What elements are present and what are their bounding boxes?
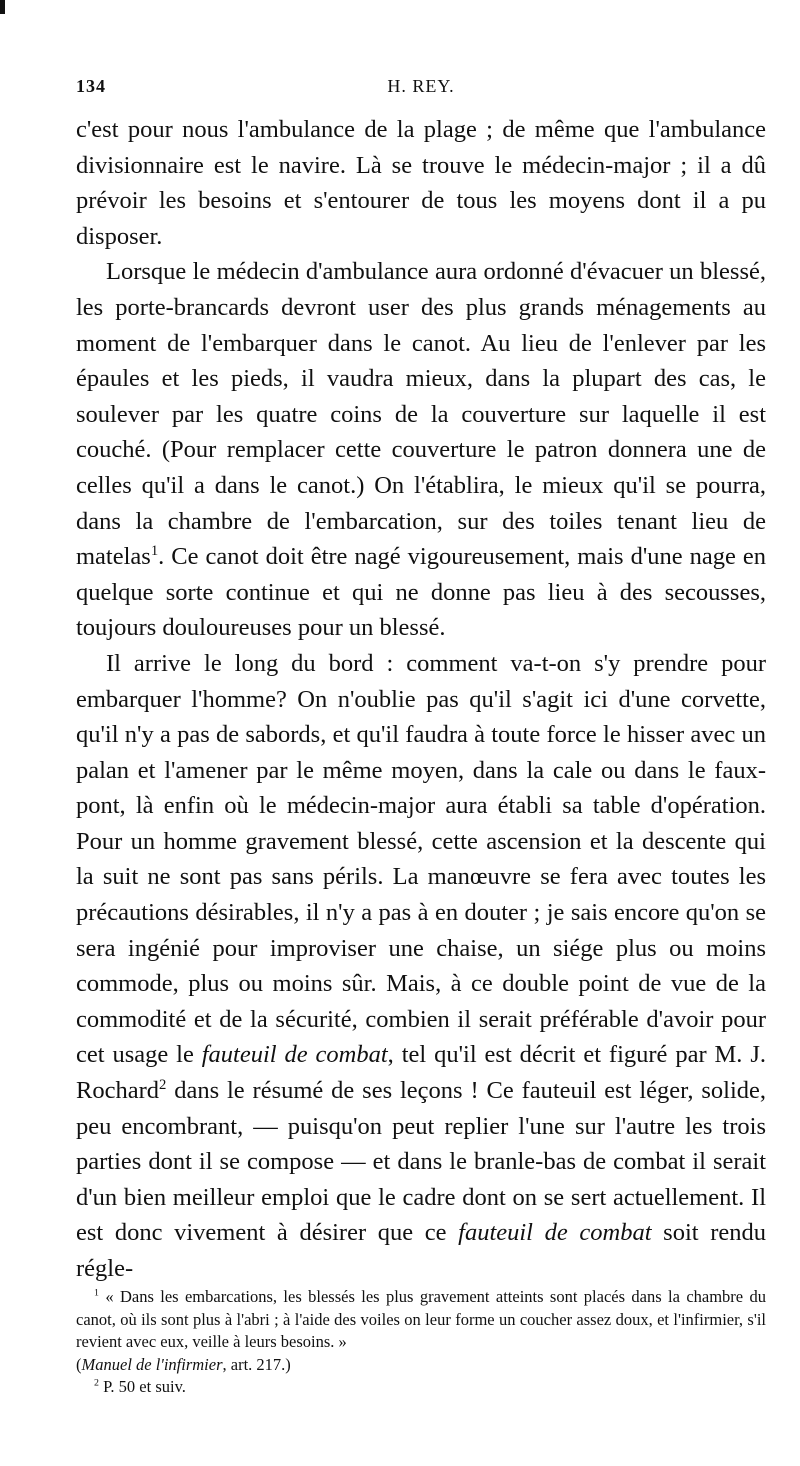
footnote-2 — [76, 1376, 766, 1399]
footnote-1 — [76, 1286, 766, 1354]
paragraph-1: c'est pour nous l'ambulance de la plage ; de même que l'ambulance divisionnaire est le navire. Là se trouve le médecin-major ; il a dû prévoir les besoins et s'entourer de tous les moyens dont il a pu disposer. — [76, 116, 766, 250]
footnote-1-mark: 1 — [94, 1287, 99, 1299]
paragraph-2 — [76, 254, 766, 646]
footnote-1-source — [76, 1354, 766, 1377]
paragraph-3-text-c: dans le résumé de ses leçons ! Ce fauteuil est léger, solide, peu encombrant, — puisqu'on peut replier l'une sur l'autre les trois parties dont il se compose — et dans le branle-bas de combat il serait d'un bien meilleur emploi que le cadre dont on se sert actuellement. Il est donc vivement à désirer que ce — [76, 1077, 766, 1247]
footnote-ref-2[interactable]: 2 — [159, 1076, 167, 1093]
footnote-1-text: « Dans les embarcations, les blessés les plus gravement atteints sont placés dans la chambre du canot, où ils sont plus à l'abri ; à l'aide des voiles on leur forme un coucher assez doux, et l'infirmier, s'il revient avec eux, veille à leurs besoins. » — [76, 1287, 766, 1352]
footnote-1-source-open: ( — [76, 1354, 82, 1374]
footnotes — [76, 1286, 766, 1399]
page-number: 134 — [76, 76, 106, 96]
corner-mark — [0, 0, 5, 14]
footnote-ref-1[interactable]: 1 — [150, 542, 159, 559]
paragraph-3 — [76, 646, 766, 1287]
page-header — [76, 76, 766, 106]
footnote-1-source-title: Manuel de l'infirmier — [81, 1354, 223, 1374]
italic-term-1: fauteuil de combat — [201, 1041, 388, 1069]
footnote-1-source-rest: , art. 217.) — [222, 1354, 291, 1374]
body-text — [76, 112, 766, 1287]
paragraph-2-text-a: Lorsque le médecin d'ambulance aura ordonné d'évacuer un blessé, les porte-brancards devront user des plus grands ménagements au moment de l'embarquer dans le canot. Au lieu de l'enlever par les épaules et les pieds, il vaudra mieux, dans la plupart des cas, le soulever par les quatre coins de la couverture sur laquelle il est couché. (Pour remplacer cette couverture le patron donnera une de celles qu'il a dans le canot.) On l'établira, le mieux qu'il se pourra, dans la chambre de l'embarcation, sur des toiles tenant lieu de matelas — [76, 258, 766, 571]
paragraph-3-text-a: Il arrive le long du bord : comment va-t-on s'y prendre pour embarquer l'homme? On n'oublie pas qu'il s'agit ici d'une corvette, qu'il n'y a pas de sabords, et qu'il faudra à toute force le hisser avec un palan et l'amener par le même moyen, dans la cale ou dans le faux-pont, là enfin où le médecin-major aura établi sa table d'opération. Pour un homme gravement blessé, cette ascension et la descente qui la suit ne sont pas sans périls. La manœuvre se fera avec toutes les précautions désirables, il n'y a pas à en douter ; je sais encore qu'on se sera ingénié pour improviser une chaise, un siége plus ou moins commode, plus ou moins sûr. Mais, à ce double point de vue de la commodité et de la sécurité, combien il serait préférable d'avoir pour cet usage le — [76, 649, 766, 1069]
paragraph-3-text-d: soit rendu régle- — [76, 1219, 766, 1282]
paragraph-3-text-b: , tel qu'il est décrit et figuré par M. J. Rochard — [76, 1041, 766, 1105]
italic-term-2: fauteuil de combat — [458, 1219, 652, 1247]
footnote-2-text: P. 50 et suiv. — [103, 1377, 186, 1397]
paragraph-2-text-b: . Ce canot doit être nagé vigoureusement, mais d'une nage en quelque sorte continue et qui ne donne pas lieu à des secousses, toujours douloureuses pour un blessé. — [76, 543, 766, 642]
running-head: H. REY. — [387, 76, 455, 96]
footnote-2-mark: 2 — [94, 1377, 99, 1389]
